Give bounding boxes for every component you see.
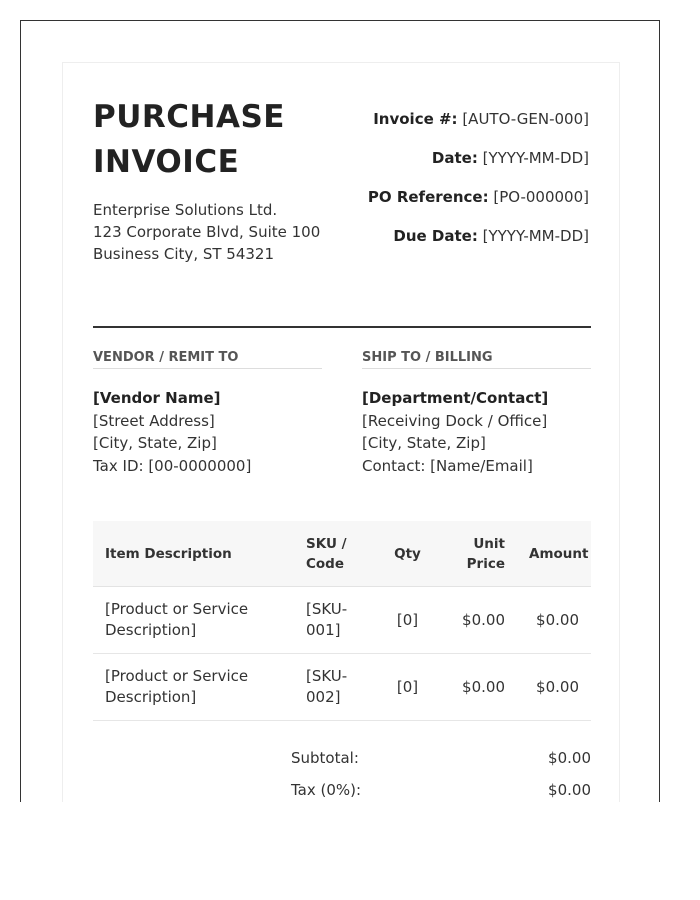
- col-header-sku: SKU / Code: [294, 521, 369, 587]
- col-header-qty: Qty: [369, 521, 446, 587]
- table-header-row: [93, 521, 591, 587]
- item-amount: $0.00: [517, 587, 591, 654]
- document-frame: [20, 20, 660, 802]
- invoice-date-row: [364, 147, 589, 169]
- due-date-value: [YYYY-MM-DD]: [482, 227, 589, 245]
- invoice-page: [62, 62, 620, 802]
- due-date-row: [364, 225, 589, 247]
- vendor-street: [Street Address]: [93, 411, 215, 430]
- col-header-unit-price: Unit Price: [446, 521, 517, 587]
- item-sku: [SKU-002]: [294, 654, 369, 721]
- tax-label: Tax (0%):: [291, 781, 362, 799]
- invoice-date-value: [YYYY-MM-DD]: [482, 149, 589, 167]
- header-divider: [93, 326, 591, 328]
- vendor-name: [Vendor Name]: [93, 389, 221, 407]
- invoice-title: [93, 95, 285, 185]
- tax-row: [291, 777, 591, 802]
- invoice-number-row: [364, 108, 589, 130]
- po-reference-row: [364, 186, 589, 208]
- vendor-section: [93, 350, 322, 477]
- invoice-date-label: Date:: [431, 149, 478, 167]
- tax-value: $0.00: [548, 781, 591, 799]
- item-qty: [0]: [369, 587, 446, 654]
- col-header-description: Item Description: [93, 521, 294, 587]
- invoice-title-line1: PURCHASE: [93, 99, 285, 135]
- col-header-amount: Amount: [517, 521, 591, 587]
- ship-to-contact: Contact: [Name/Email]: [362, 456, 533, 475]
- due-date-label: Due Date:: [393, 227, 478, 245]
- subtotal-value: $0.00: [548, 749, 591, 767]
- item-description: [Product or Service Description]: [93, 587, 294, 654]
- line-items-table: [93, 521, 591, 721]
- company-name: Enterprise Solutions Ltd.: [93, 201, 278, 219]
- totals-block: [291, 745, 591, 802]
- vendor-city: [City, State, Zip]: [93, 434, 217, 452]
- invoice-meta: [364, 108, 589, 264]
- invoice-title-line2: INVOICE: [93, 144, 240, 180]
- ship-to-details: [362, 387, 591, 477]
- company-address-line1: 123 Corporate Blvd, Suite 100: [93, 223, 321, 241]
- item-amount: $0.00: [517, 654, 591, 721]
- ship-to-section: [362, 350, 591, 477]
- po-reference-label: PO Reference:: [367, 188, 489, 206]
- invoice-number-value: [AUTO-GEN-000]: [462, 110, 589, 128]
- vendor-details: [93, 387, 322, 477]
- table-row: [93, 654, 591, 721]
- subtotal-label: Subtotal:: [291, 749, 359, 767]
- item-sku: [SKU-001]: [294, 587, 369, 654]
- ship-to-department: [Department/Contact]: [362, 389, 549, 407]
- ship-to-location: [Receiving Dock / Office]: [362, 411, 548, 430]
- po-reference-value: [PO-000000]: [493, 188, 589, 206]
- item-qty: [0]: [369, 654, 446, 721]
- company-address-line2: Business City, ST 54321: [93, 245, 275, 263]
- subtotal-row: [291, 745, 591, 777]
- vendor-heading: VENDOR / REMIT TO: [93, 350, 322, 369]
- item-unit-price: $0.00: [446, 587, 517, 654]
- ship-to-heading: SHIP TO / BILLING: [362, 350, 591, 369]
- item-unit-price: $0.00: [446, 654, 517, 721]
- vendor-tax-id: Tax ID: [00-0000000]: [93, 456, 252, 475]
- company-block: [93, 199, 320, 265]
- ship-to-city: [City, State, Zip]: [362, 434, 486, 452]
- table-row: [93, 587, 591, 654]
- item-description: [Product or Service Description]: [93, 654, 294, 721]
- invoice-number-label: Invoice #:: [373, 110, 458, 128]
